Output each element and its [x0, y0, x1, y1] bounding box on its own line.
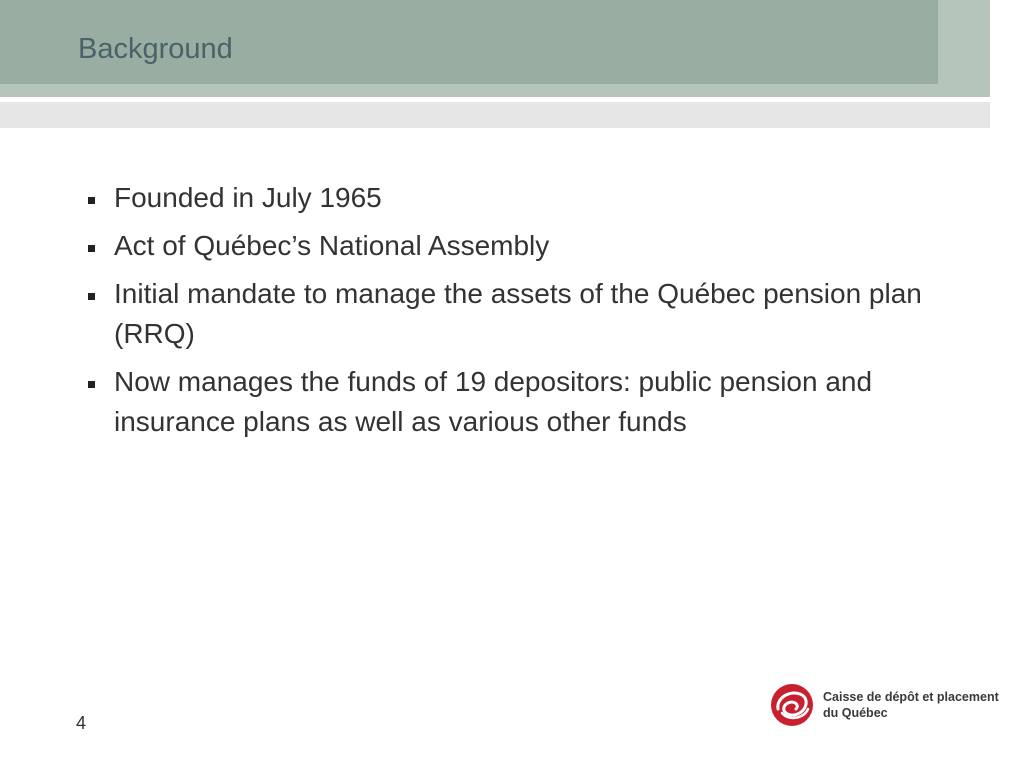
slide-title: Background — [78, 33, 233, 65]
bullet-text: Act of Québec’s National Assembly — [114, 230, 550, 261]
logo-line-2: du Québec — [823, 706, 888, 720]
bullet-item — [86, 178, 986, 218]
bullet-text: Initial mandate to manage the assets of the Québec pension plan (RRQ) — [114, 278, 922, 349]
square-bullet-icon — [88, 245, 95, 252]
logo-wordmark — [823, 689, 999, 721]
page-number: 4 — [76, 713, 87, 733]
bullet-text: Now manages the funds of 19 depositors: public pension and insurance plans as well as various other funds — [114, 366, 873, 437]
square-bullet-icon — [88, 381, 95, 388]
subheader-bar — [0, 102, 990, 128]
square-bullet-icon — [88, 293, 95, 300]
bullet-list — [86, 178, 986, 450]
bullet-item — [86, 274, 986, 354]
bullet-text: Founded in July 1965 — [114, 182, 382, 213]
bullet-item — [86, 362, 986, 442]
cdpq-swirl-logo-icon — [770, 683, 814, 727]
logo-line-1: Caisse de dépôt et placement — [823, 690, 999, 704]
bullet-item — [86, 226, 986, 266]
cdpq-logo — [770, 683, 1000, 727]
square-bullet-icon — [88, 197, 95, 204]
